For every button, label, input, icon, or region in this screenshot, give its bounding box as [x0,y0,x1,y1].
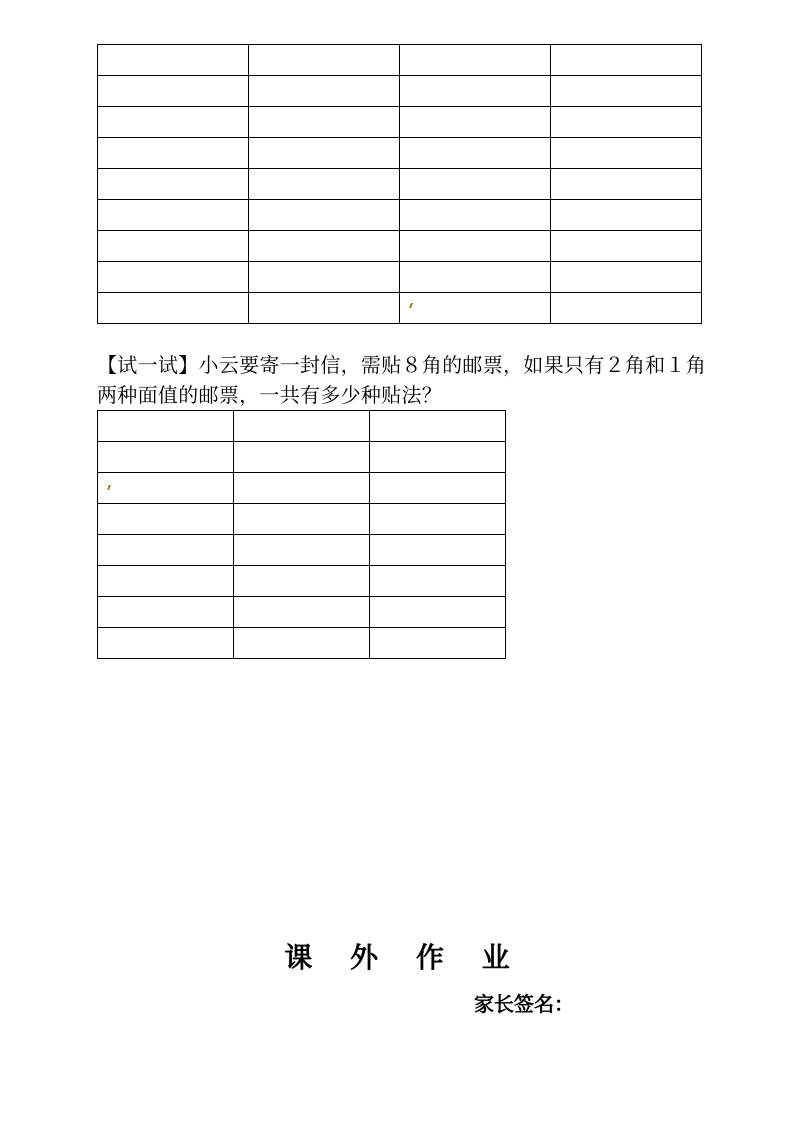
table-row [98,45,702,76]
table-cell [98,442,234,473]
table-row [98,107,702,138]
table-cell [98,566,234,597]
table-row [98,566,506,597]
table-row [98,535,506,566]
table-cell [98,597,234,628]
table-cell [234,411,370,442]
table-cell [551,76,702,107]
table-cell [370,504,506,535]
table-row [98,262,702,293]
table-cell [400,45,551,76]
table-row [98,200,702,231]
table-cell [249,262,400,293]
table-cell [234,504,370,535]
table-row [98,169,702,200]
table-cell [234,473,370,504]
table-cell [551,231,702,262]
table-cell [249,169,400,200]
table-cell [551,262,702,293]
table-cell [98,293,249,324]
table-cell [370,473,506,504]
table-cell [400,76,551,107]
table-cell [370,442,506,473]
table-cell [98,45,249,76]
table-cell [551,169,702,200]
table-row [98,293,702,324]
table-cell [249,293,400,324]
table-cell [400,293,551,324]
table-cell [98,107,249,138]
table-cell [98,473,234,504]
table-cell [98,504,234,535]
table-cell [98,262,249,293]
table-cell [370,535,506,566]
table-cell [98,138,249,169]
table-cell [98,628,234,659]
table-cell [370,411,506,442]
table-cell [98,169,249,200]
stray-mark [409,303,413,308]
table-cell [234,442,370,473]
table-cell [400,262,551,293]
table-cell [400,169,551,200]
table-cell [551,293,702,324]
table-cell [400,138,551,169]
table-row [98,504,506,535]
homework-title: 课 外 作 业 [284,941,524,974]
table-cell [98,76,249,107]
table-cell [98,411,234,442]
table-row [98,231,702,262]
table-cell [370,566,506,597]
table-row [98,473,506,504]
table-row [98,628,506,659]
table-row [98,411,506,442]
table-row [98,597,506,628]
table-cell [234,628,370,659]
table-cell [249,107,400,138]
table-cell [551,45,702,76]
exercise-question: 【试一试】小云要寄一封信，需贴８角的邮票，如果只有２角和１角两种面值的邮票，一共有多少种贴法？ [97,353,706,407]
parent-signature-label: 家长签名： [474,992,574,1016]
table-cell [98,200,249,231]
table-row [98,138,702,169]
table-cell [249,231,400,262]
table-cell [98,231,249,262]
table-cell [551,200,702,231]
table-cell [370,597,506,628]
table-cell [234,566,370,597]
table-cell [98,535,234,566]
table-cell [400,231,551,262]
table-cell [400,200,551,231]
table-cell [400,107,551,138]
enumeration-table-2 [97,410,506,659]
table-cell [249,200,400,231]
table-cell [234,535,370,566]
table-cell [249,138,400,169]
table-cell [551,138,702,169]
table-cell [249,76,400,107]
table-cell [249,45,400,76]
table-row [98,76,702,107]
table-cell [551,107,702,138]
table-cell [370,628,506,659]
table-cell [234,597,370,628]
enumeration-table-1 [97,44,702,324]
stray-mark [107,485,111,490]
table-row [98,442,506,473]
